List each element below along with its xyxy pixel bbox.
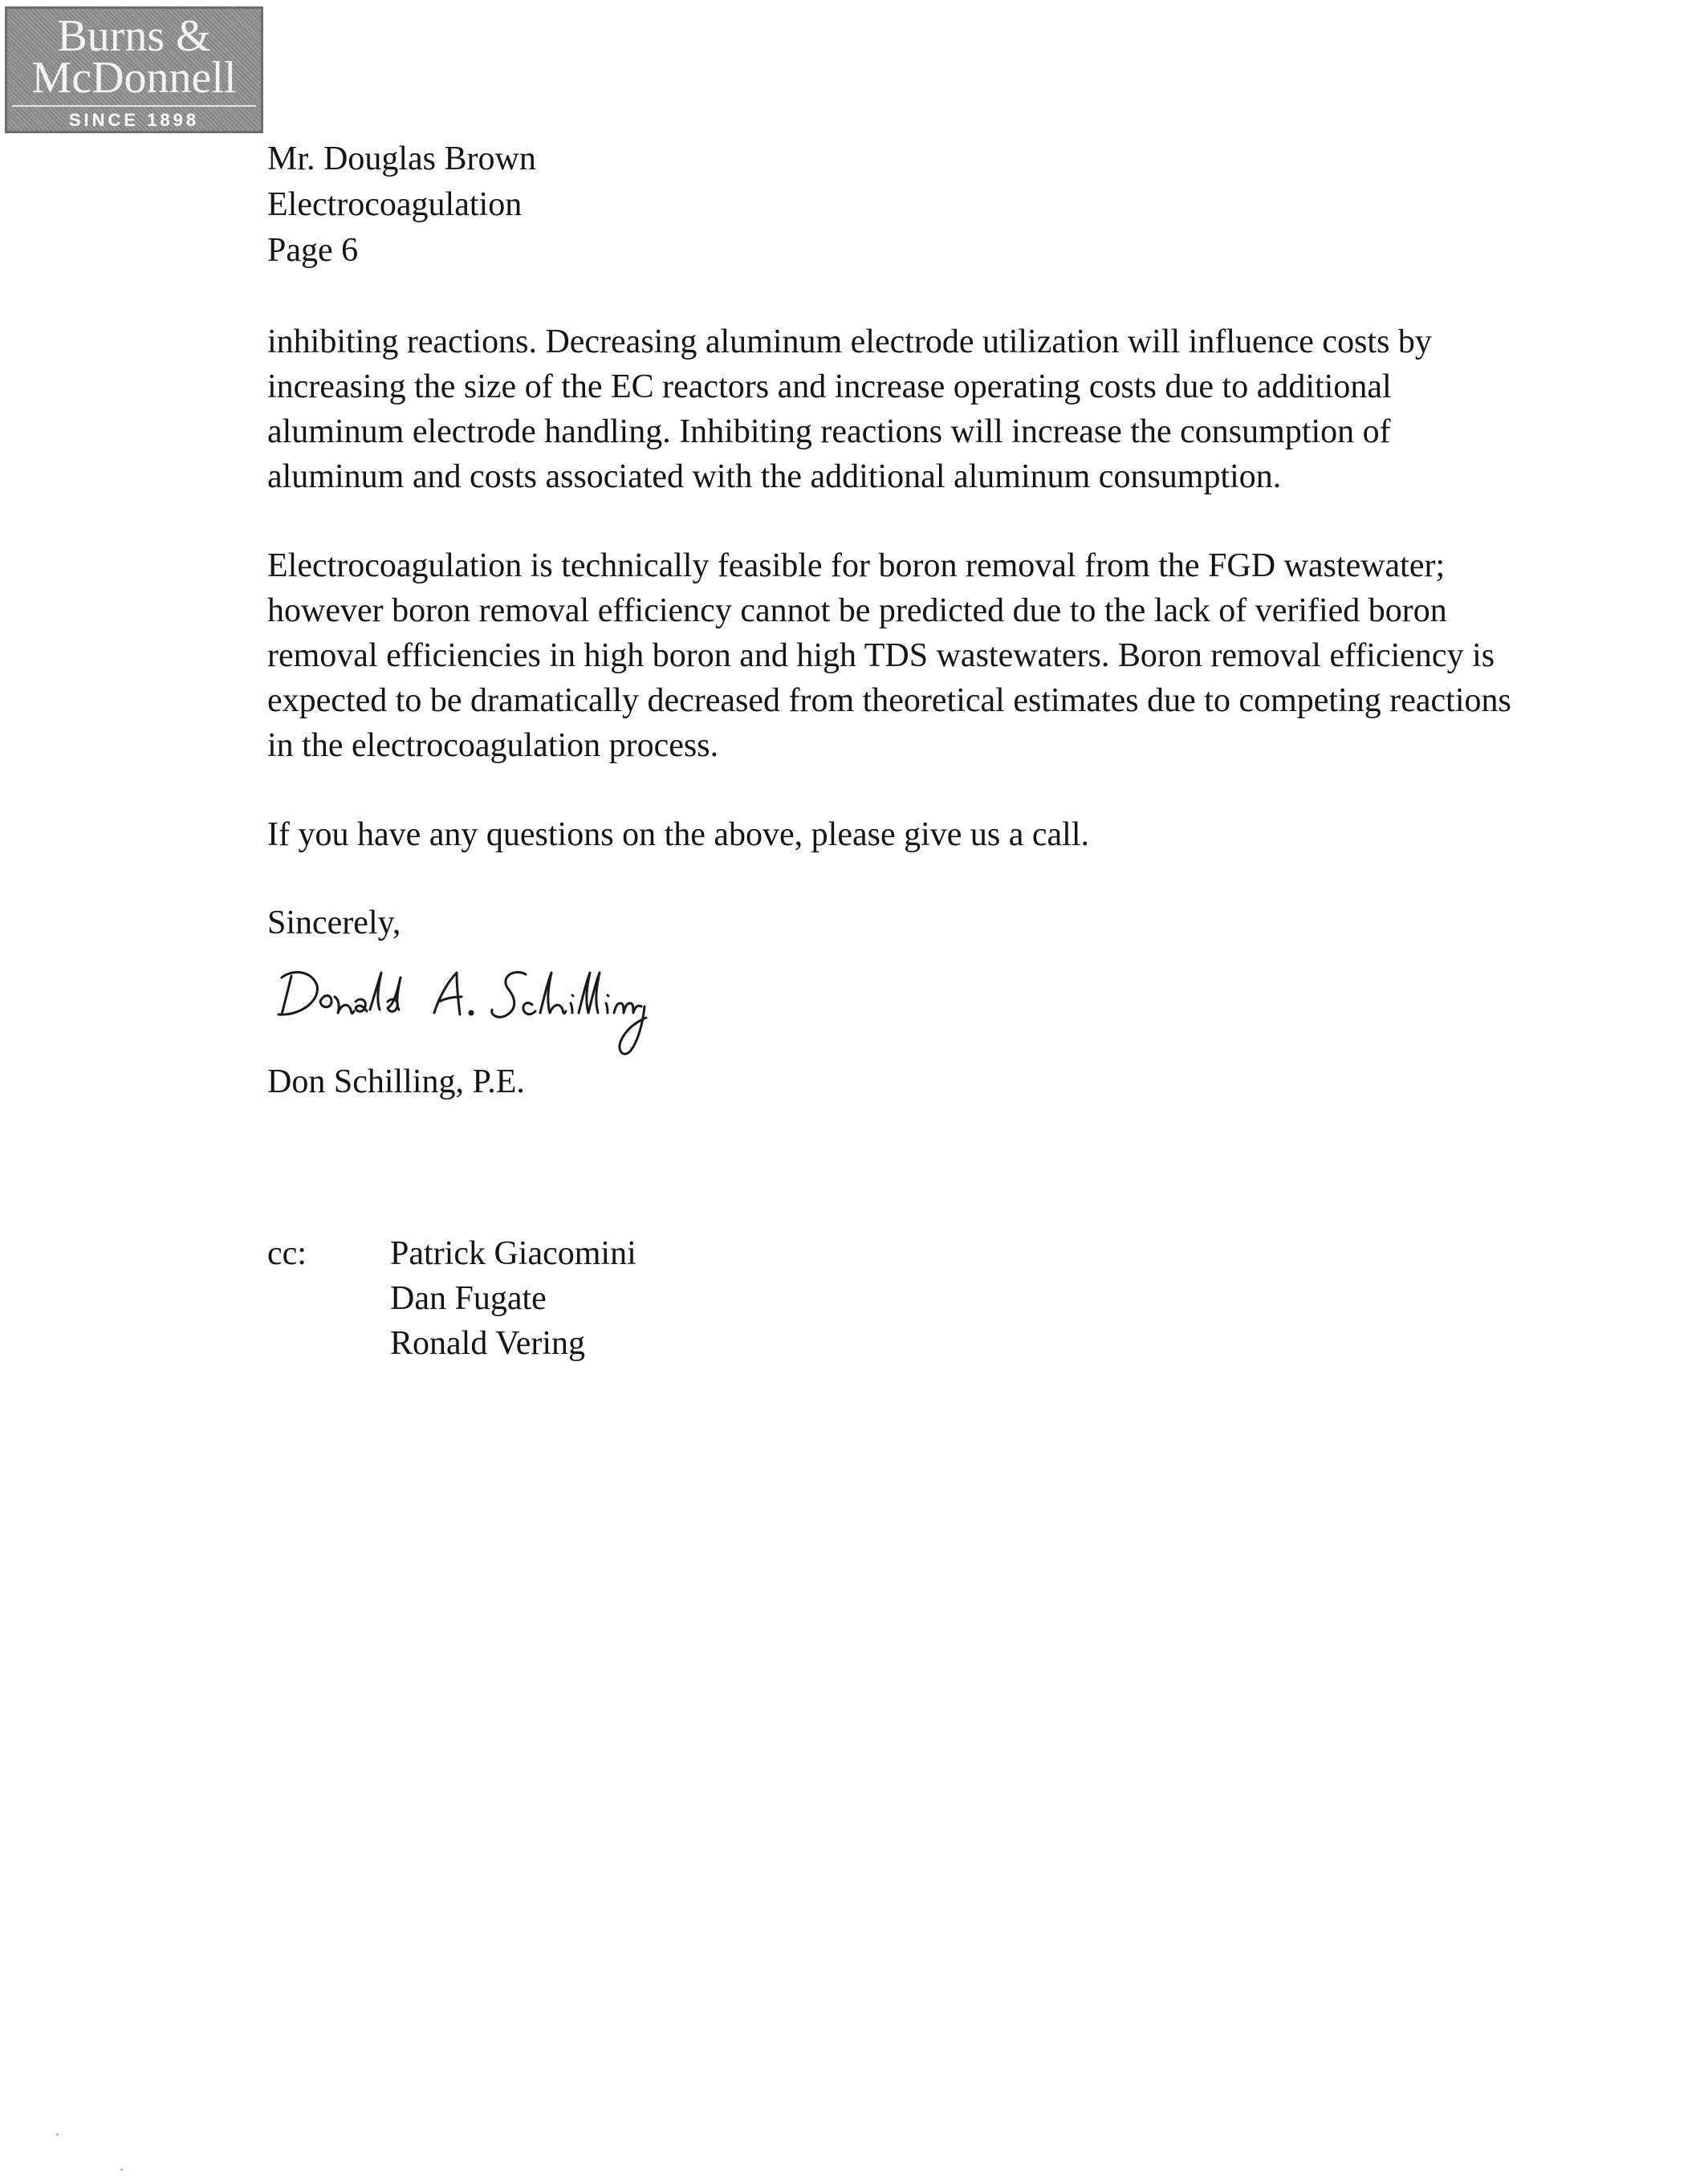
logo-line-2: McDonnell bbox=[31, 53, 237, 103]
paragraph-line: removal efficiencies in high boron and high TDS wastewaters. Boron removal efficiency is bbox=[267, 637, 1495, 674]
body-paragraph-3 bbox=[267, 812, 1696, 857]
letter-header bbox=[267, 136, 536, 274]
paragraph-line: If you have any questions on the above, please give us a call. bbox=[267, 816, 1090, 853]
paragraph-line: aluminum electrode handling. Inhibiting reactions will increase the consumption of bbox=[267, 413, 1391, 450]
page-number: Page 6 bbox=[267, 232, 359, 269]
paragraph-line: in the electrocoagulation process. bbox=[267, 727, 719, 764]
company-logo bbox=[5, 6, 263, 133]
body-paragraph-1 bbox=[267, 319, 1696, 499]
logo-since: SINCE 1898 bbox=[68, 110, 200, 130]
cc-recipient: Ronald Vering bbox=[390, 1325, 586, 1362]
cc-recipient: Dan Fugate bbox=[390, 1280, 547, 1317]
paragraph-line: aluminum and costs associated with the additional aluminum consumption. bbox=[267, 458, 1282, 495]
cc-recipient-list bbox=[390, 1231, 636, 1366]
body-paragraph-2 bbox=[267, 543, 1696, 768]
logo-divider bbox=[12, 105, 256, 107]
handwritten-signature bbox=[267, 945, 685, 1066]
scan-speck bbox=[56, 2133, 59, 2136]
cc-recipient: Patrick Giacomini bbox=[390, 1235, 636, 1272]
paragraph-line: Electrocoagulation is technically feasible for boron removal from the FGD wastewater; bbox=[267, 547, 1446, 584]
paragraph-line: increasing the size of the EC reactors and increase operating costs due to additional bbox=[267, 368, 1392, 405]
recipient-name: Mr. Douglas Brown bbox=[267, 140, 536, 177]
scan-speck bbox=[120, 2169, 123, 2171]
cc-label: cc: bbox=[267, 1235, 307, 1272]
paragraph-line: however boron removal efficiency cannot be predicted due to the lack of verified boron bbox=[267, 592, 1447, 629]
paragraph-line: inhibiting reactions. Decreasing aluminum electrode utilization will influence costs by bbox=[267, 323, 1432, 360]
signer-name: Don Schilling, P.E. bbox=[267, 1063, 525, 1100]
logo-line-1: Burns & bbox=[57, 11, 211, 61]
letter-closing: Sincerely, bbox=[267, 905, 401, 941]
paragraph-line: expected to be dramatically decreased from theoretical estimates due to competing reactions bbox=[267, 682, 1511, 719]
letter-subject: Electrocoagulation bbox=[267, 186, 523, 223]
